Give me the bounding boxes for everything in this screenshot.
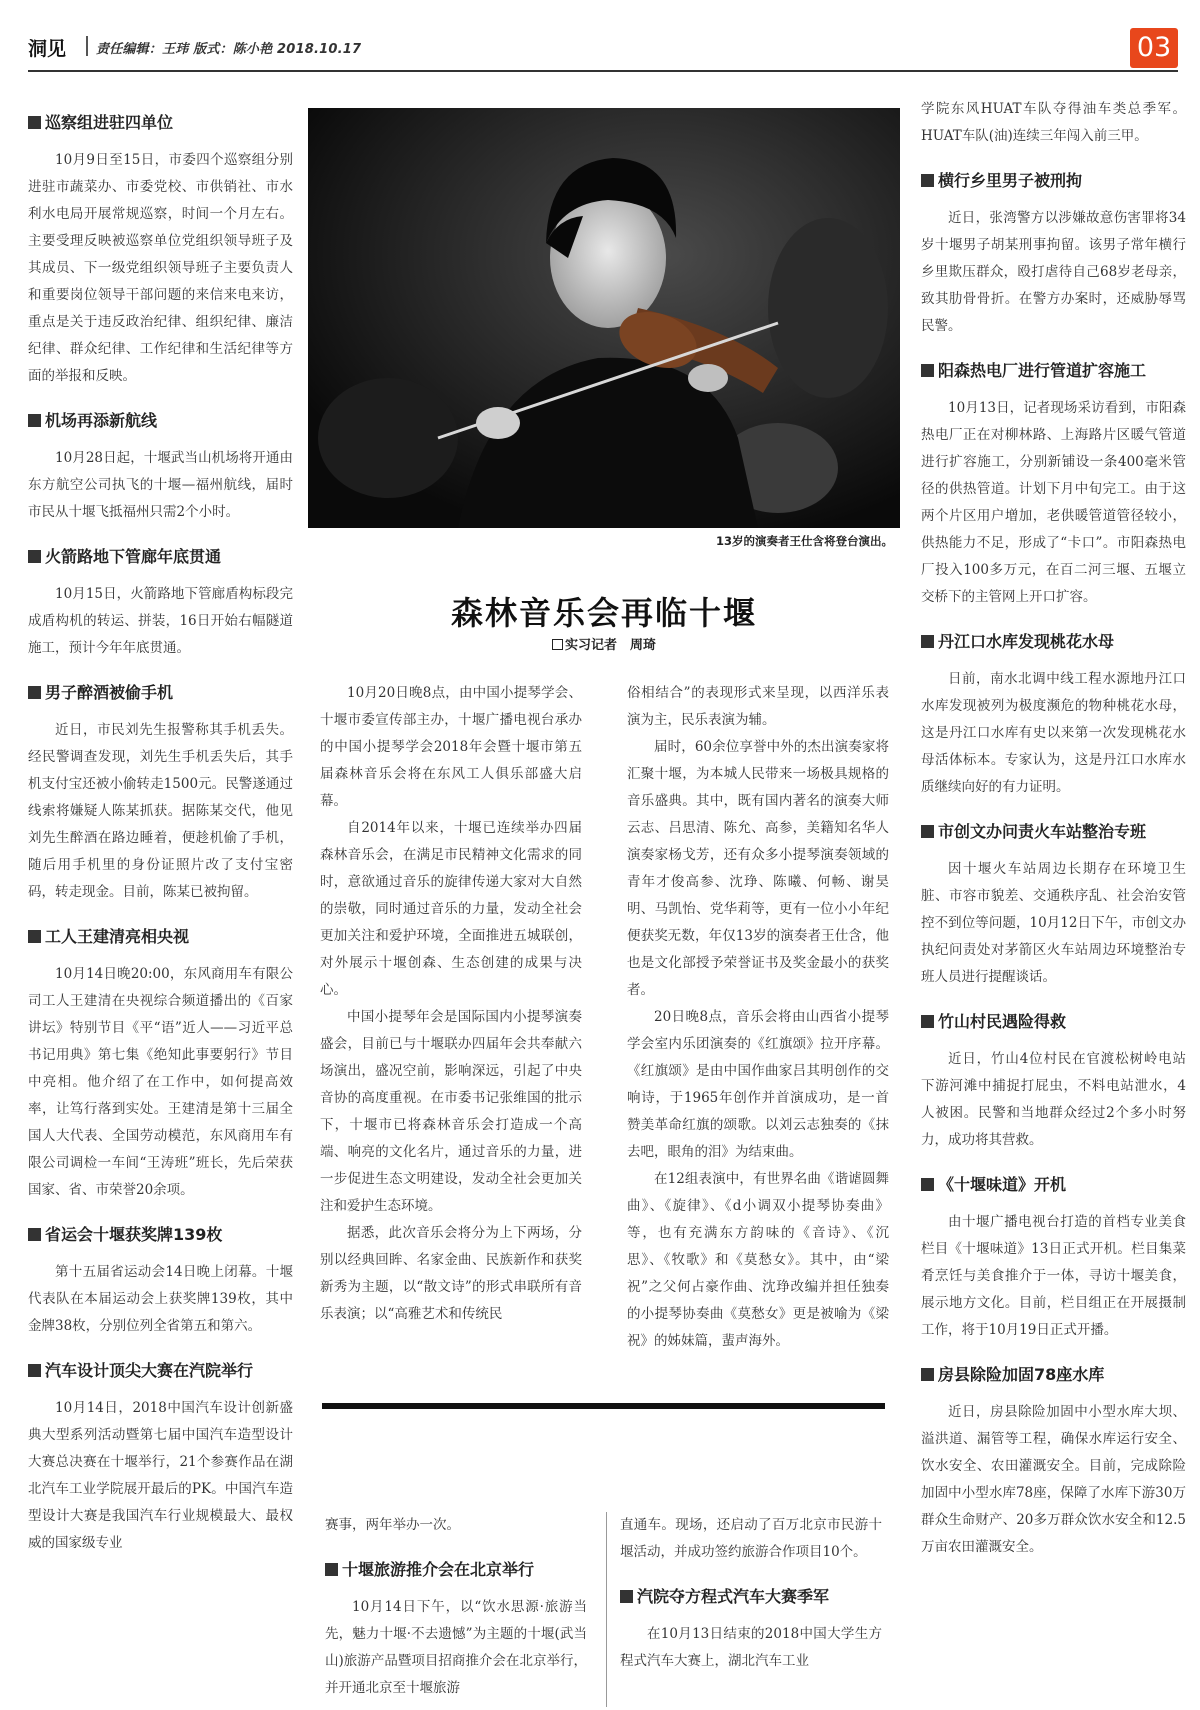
column-divider [606,1512,607,1707]
news-item-title: 《十堰味道》开机 [938,1175,1067,1194]
news-item [921,1172,1186,1344]
bullet-square-icon [28,414,41,427]
bullet-square-icon [921,174,934,187]
article-paragraph: 俗相结合”的表现形式来呈现，以西洋乐表演为主，民乐表演为辅。 [627,685,889,728]
article-paragraph: 20日晚8点，音乐会将由山西省小提琴学会室内乐团演奏的《红旗颂》拉开序幕。《红旗颂》是由中国作曲家吕其明创作的交响诗，于1965年创作并首演成功，是一首赞美革命红旗的颂歌。以刘云志独奏的《抹去吧，眼角的泪》为结束曲。 [627,1009,889,1160]
bullet-square-icon [28,930,41,943]
news-item-body: 因十堰火车站周边长期存在环境卫生脏、市容市貌差、交通秩序乱、社会治安管控不到位等问题，10月12日下午，市创文办执纪问责处对茅箭区火车站周边环境整治专班人员进行提醒谈话。 [921,861,1186,985]
news-item-body: 10月13日，记者现场采访看到，市阳森热电厂正在对柳林路、上海路片区暖气管道进行扩容施工，分别新铺设一条400毫米管径的供热管道。计划下月中旬完工。由于这两个片区用户增加，老供暖管道管径较小，供热能力不足，形成了“卡口”。市阳森热电厂投入100多万元，在百二河三堰、五堰立交桥下的主管网上开口扩容。 [921,400,1186,605]
article-paragraph: 据悉，此次音乐会将分为上下两场，分别以经典回眸、名家金曲、民族新作和获奖新秀为主题，以“散文诗”的形式串联所有音乐表演；以“高雅艺术和传统民 [320,1225,582,1322]
bullet-square-icon [28,550,41,563]
bottom-column-1 [325,1512,587,1710]
news-item [28,924,293,1204]
bullet-square-icon [921,825,934,838]
news-item-title: 十堰旅游推介会在北京举行 [342,1560,535,1579]
news-item [28,544,293,662]
news-item-body: 第十五届省运动会14日晚上闭幕。十堰代表队在本届运动会上获奖牌139枚，其中金牌38枚，分别位列全省第五和第六。 [28,1264,293,1334]
bullet-square-icon [921,1368,934,1381]
bottom-column-2 [620,1512,882,1693]
news-item-body: 近日，张湾警方以涉嫌故意伤害罪将34岁十堰男子胡某刑事拘留。该男子常年横行乡里欺压群众，殴打虐待自己68岁老母亲，致其肋骨骨折。在警方办案时，还威胁辱骂民警。 [921,210,1186,334]
article-paragraph: 中国小提琴年会是国际国内小提琴演奏盛会，目前已与十堰联办四届年会共奉献六场演出，盛况空前，影响深远，引起了中央音协的高度重视。在市委书记张维国的批示下，十堰市已将森林音乐会打造成一个高端、响亮的文化名片，通过音乐的力量，进一步促进生态文明建设，发动全社会更加关注和爱护生态环境。 [320,1009,582,1214]
photo-caption: 13岁的演奏者王仕含将登台演出。 [715,534,893,548]
news-item-body: 10月15日，火箭路地下管廊盾构标段完成盾构机的转运、拼装，16日开始右幅隧道施工，预计今年年底贯通。 [28,586,293,656]
bullet-square-icon [620,1590,633,1603]
article-paragraph: 在12组表演中，有世界名曲《谐谑圆舞曲》、《旋律》、《d小调双小提琴协奏曲》等，也有充满东方韵味的《音诗》、《沉思》、《牧歌》和《莫愁女》。其中，由“梁祝”之父何占豪作曲、沈琤改编并担任独奏的小提琴协奏曲《莫愁女》更是被喻为《梁祝》的姊妹篇，蜚声海外。 [627,1171,889,1349]
news-item-body: 近日，竹山4位村民在官渡松树岭电站下游河滩中捕捉打屁虫，不料电站泄水，4人被困。民警和当地群众经过2个多小时努力，成功将其营救。 [921,1051,1186,1148]
news-item [921,629,1186,801]
bullet-square-icon [921,364,934,377]
article-paragraph: 10月20日晚8点，由中国小提琴学会、十堰市委宣传部主办，十堰广播电视台承办的中国小提琴学会2018年会暨十堰市第五届森林音乐会将在东风工人俱乐部盛大启幕。 [320,685,582,809]
continued-text: 学院东风HUAT车队夺得油车类总季军。HUAT车队(油)连续三年闯入前三甲。 [921,101,1186,144]
news-item-title: 汽院夺方程式汽车大赛季军 [637,1587,830,1606]
news-item-body: 10月14日下午，以“饮水思源·旅游当先，魅力十堰·不去遗憾”为主题的十堰(武当山)旅游产品暨项目招商推介会在北京举行，并开通北京至十堰旅游 [325,1599,587,1696]
section-divider [322,1403,885,1409]
news-item-title: 阳森热电厂进行管道扩容施工 [938,361,1147,380]
news-item-body: 近日，房县除险加固中小型水库大坝、溢洪道、漏管等工程，确保水库运行安全、饮水安全、农田灌溉安全。目前，完成除险加固中小型水库78座，保障了水库下游30万群众生命财产、20多万群众饮水安全和12.5万亩农田灌溉安全。 [921,1404,1186,1555]
news-item-title: 男子醉酒被偷手机 [45,683,174,702]
news-item-title: 工人王建清亮相央视 [45,927,190,946]
bullet-square-icon [28,686,41,699]
article-byline [308,634,900,653]
news-item-body: 由十堰广播电视台打造的首档专业美食栏目《十堰味道》13日正式开机。栏目集菜肴烹饪与美食推介于一体，寻访十堰美食，展示地方文化。目前，栏目组正在开展摄制工作，将于10月19日正式开播。 [921,1214,1186,1338]
news-item-title: 机场再添新航线 [45,411,158,430]
news-item [28,110,293,390]
news-item [28,408,293,526]
violinist-illustration [308,108,900,528]
news-item-body: 近日，市民刘先生报警称其手机丢失。经民警调查发现，刘先生手机丢失后，其手机支付宝还被小偷转走1500元。民警遂通过线索将嫌疑人陈某抓获。据陈某交代，他见刘先生醉酒在路边睡着，便趁机偷了手机，随后用手机里的身份证照片改了支付宝密码，转走现金。目前，陈某已被拘留。 [28,722,293,900]
news-item-body: 10月9日至15日，市委四个巡察组分别进驻市蔬菜办、市委党校、市供销社、市水利水电局开展常规巡察，时间一个月左右。主要受理反映被巡察单位党组织领导班子及其成员、下一级党组织领导班子主要负责人和重要岗位领导干部问题的来信来电来访，重点是关于违反政治纪律、组织纪律、廉洁纪律、群众纪律、工作纪律和生活纪律等方面的举报和反映。 [28,152,293,384]
news-item-title: 竹山村民遇险得救 [938,1012,1067,1031]
article-paragraph: 自2014年以来，十堰已连续举办四届森林音乐会，在满足市民精神文化需求的同时，意欲通过音乐的旋律传递大家对大自然的崇敬，同时通过音乐的力量，发动全社会更加关注和爱护环境，全面推进五城联创，对外展示十堰创森、生态创建的成果与决心。 [320,820,582,998]
header-separator [86,36,88,56]
news-item-title: 房县除险加固78座水库 [938,1365,1105,1384]
bullet-square-icon [921,1178,934,1191]
news-item [921,358,1186,611]
right-news-column [921,96,1186,1579]
news-item-title: 丹江口水库发现桃花水母 [938,632,1115,651]
news-item-title: 火箭路地下管廊年底贯通 [45,547,222,566]
violinist-photo [308,108,900,528]
news-item-title: 省运会十堰获奖牌139枚 [45,1225,223,1244]
bullet-square-icon [28,1364,41,1377]
page-number-badge: 03 [1130,28,1178,68]
news-item-body: 10月28日起，十堰武当山机场将开通由东方航空公司执飞的十堰—福州航线，届时市民从十堰飞抵福州只需2个小时。 [28,450,293,520]
news-item-body: 在10月13日结束的2018中国大学生方程式汽车大赛上，湖北汽车工业 [620,1626,882,1669]
continued-text: 赛事，两年举办一次。 [325,1517,460,1533]
news-item [921,1362,1186,1561]
news-item-title: 汽车设计顶尖大赛在汽院举行 [45,1361,254,1380]
article-column-1 [320,680,582,1328]
article-paragraph: 届时，60余位享誉中外的杰出演奏家将汇聚十堰，为本城人民带来一场极具规格的音乐盛典。其中，既有国内著名的演奏大师云志、吕思清、陈允、高参，美籍知名华人演奏家杨戈芳，还有众多小提琴演奏领域的青年才俊高参、沈琤、陈曦、何畅、谢昊明、马凯怡、党华莉等，更有一位小小年纪便获奖无数，年仅13岁的演奏者王仕含，他也是文化部授予荣誉证书及奖金最小的获奖者。 [627,739,889,998]
continued-text: 直通车。现场，还启动了百万北京市民游十堰活动，并成功签约旅游合作项目10个。 [620,1517,882,1560]
article-column-2 [627,680,889,1355]
byline-text: 实习记者 周琦 [564,638,656,653]
news-item-title: 横行乡里男子被刑拘 [938,171,1083,190]
news-item-body: 10月14日晚20:00，东风商用车有限公司工人王建清在央视综合频道播出的《百家讲坛》特别节目《平“语”近人——习近平总书记用典》第七集《绝知此事要躬行》节目中亮相。他介绍了在工作中，如何提高效率，让笃行落到实处。王建清是第十三届全国人大代表、全国劳动模范，东风商用车有限公司调检一车间“王涛班”班长，先后荣获国家、省、市荣誉20余项。 [28,966,293,1198]
bullet-square-icon [921,1015,934,1028]
section-name: 洞见 [28,38,67,60]
news-item-title: 市创文办问责火车站整治专班 [938,822,1147,841]
bullet-square-icon [325,1563,338,1576]
news-item-body: 10月14日，2018中国汽车设计创新盛典大型系列活动暨第七届中国汽车造型设计大赛总决赛在十堰举行，21个参赛作品在湖北汽车工业学院展开最后的PK。中国汽车造型设计大赛是我国汽车行业规模最大、最权威的国家级专业 [28,1400,293,1551]
editor-info: 责任编辑：王玮 版式：陈小艳 2018.10.17 [96,42,362,57]
bullet-square-icon [28,1228,41,1241]
news-item-body: 日前，南水北调中线工程水源地丹江口水库发现被列为极度濒危的物种桃花水母，这是丹江口水库有史以来第一次发现桃花水母活体标本。专家认为，这是丹江口水库水质继续向好的有力证明。 [921,671,1186,795]
header-rule [28,70,1178,72]
bullet-square-icon [921,635,934,648]
left-news-column [28,110,293,1575]
news-item [921,819,1186,991]
news-item [921,168,1186,340]
news-item [28,1222,293,1340]
bullet-square-icon [28,116,41,129]
news-item-title: 巡察组进驻四单位 [45,113,174,132]
article-headline: 森林音乐会再临十堰 [450,594,757,632]
news-item [28,1358,293,1557]
byline-box-icon [552,639,563,650]
news-item [28,680,293,906]
news-item [921,1009,1186,1154]
page-header [28,28,1178,68]
